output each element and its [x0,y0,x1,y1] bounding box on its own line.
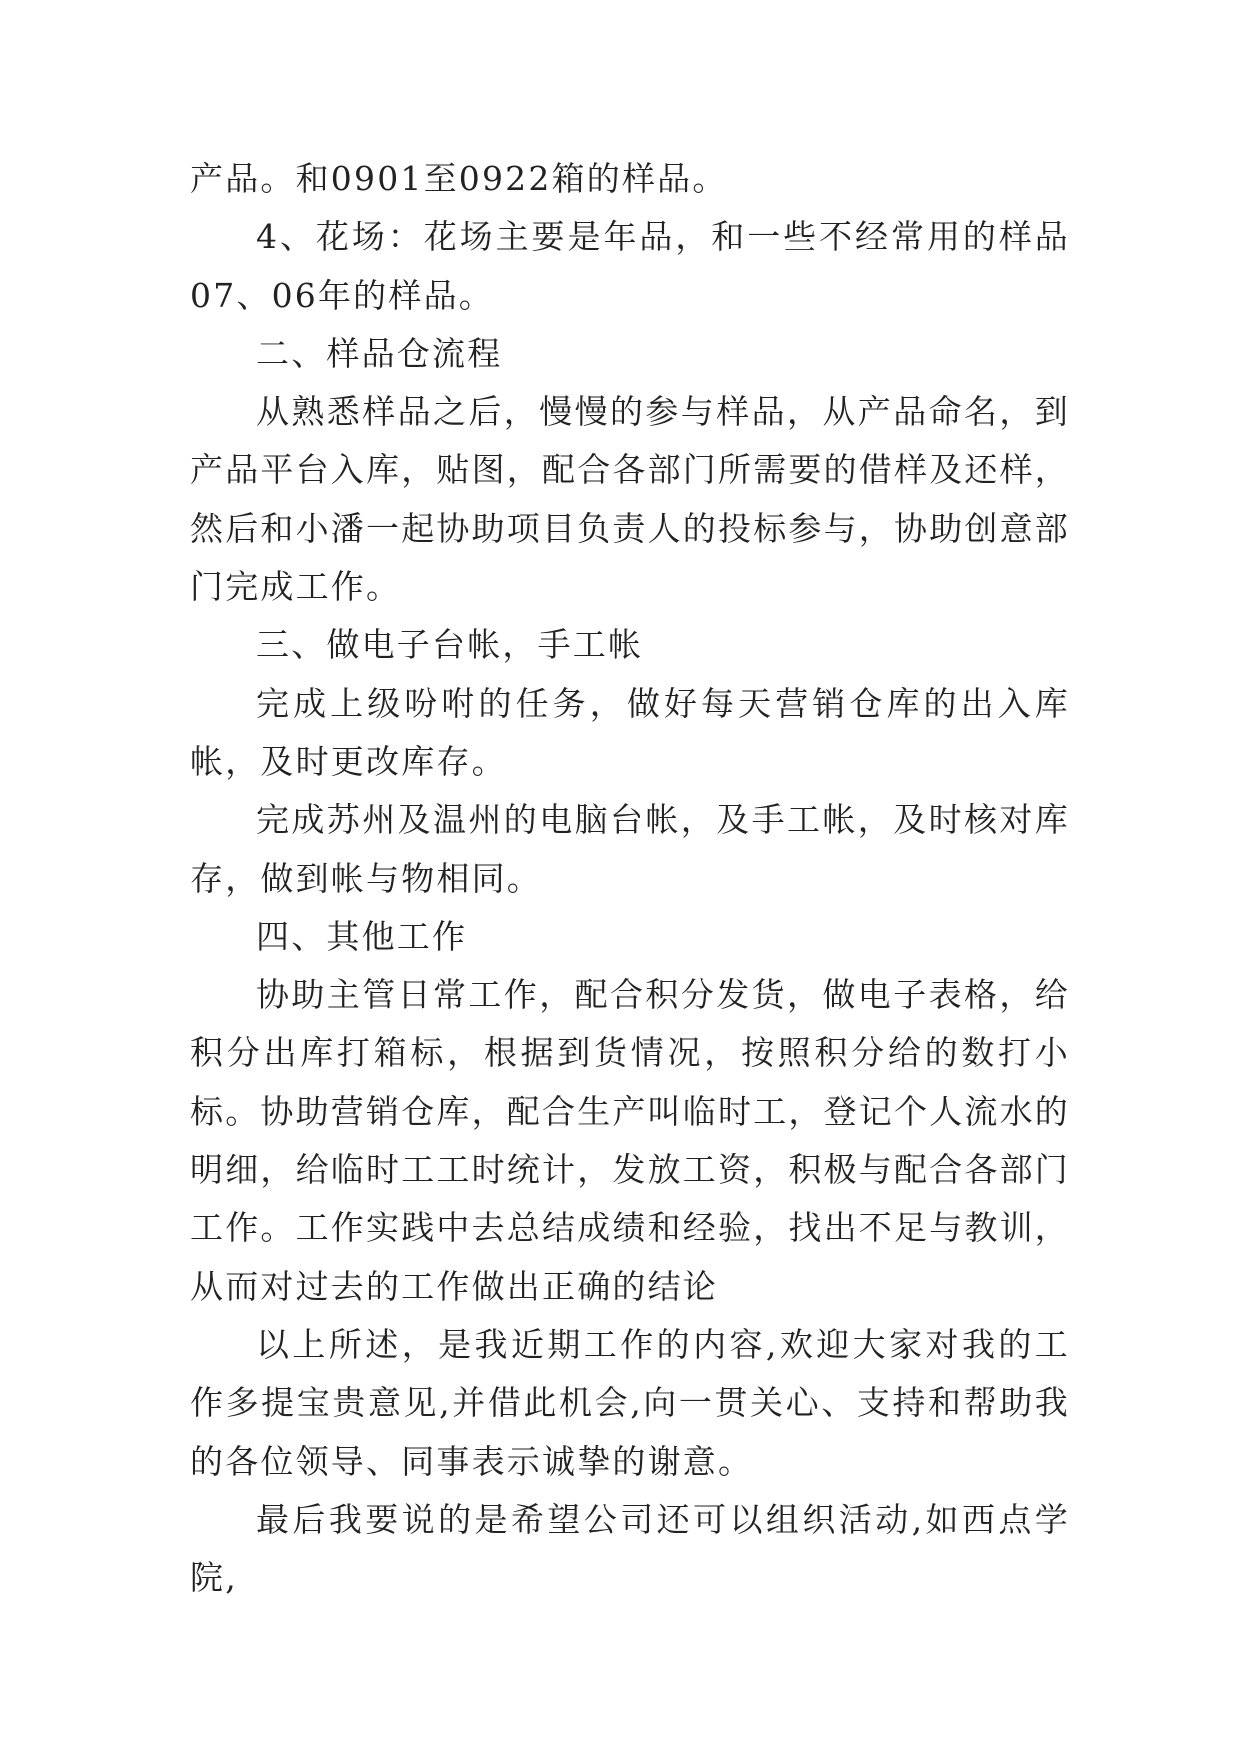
paragraph-closing-wish: 最后我要说的是希望公司还可以组织活动,如西点学院, [190,1499,1070,1598]
paragraph-ledger-suzhou-wenzhou: 完成苏州及温州的电脑台帐，及手工帐，及时核对库存，做到帐与物相同。 [190,800,1070,898]
heading-other-work: 四、其他工作 [256,916,468,956]
paragraph-sample-process: 从熟悉样品之后，慢慢的参与样品，从产品命名，到产品平台入库，贴图，配合各部门所需要的借样及还样，然后和小潘一起协助项目负责人的投标参与，协助创意部门完成工作。 [190,392,1070,607]
paragraph-ledger-tasks: 完成上级吩咐的任务，做好每天营销仓库的出入库帐，及时更改库存。 [190,683,1070,781]
document-body [190,150,1070,1607]
heading-sample-warehouse-process: 二、样品仓流程 [256,333,503,373]
paragraph-sample-boxes: 产品。和0901至0922箱的样品。 [190,159,728,198]
paragraph-flower-field: 4、花场：花场主要是年品，和一些不经常用的样品07、06年的样品。 [190,217,1070,315]
paragraph-summary-thanks: 以上所述，是我近期工作的内容,欢迎大家对我的工作多提宝贵意见,并借此机会,向一贯关心、支持和帮助我的各位领导、同事表示诚挚的谢意。 [190,1324,1070,1481]
heading-ledger: 三、做电子台帐，手工帐 [256,625,644,665]
paragraph-other-work: 协助主管日常工作，配合积分发货，做电子表格，给积分出库打箱标，根据到货情况，按照积分给的数打小标。协助营销仓库，配合生产叫临时工，登记个人流水的明细，给临时工工时统计，发放工资，积极与配合各部门工作。工作实践中去总结成绩和经验，找出不足与教训，从而对过去的工作做出正确的结论 [190,975,1070,1306]
